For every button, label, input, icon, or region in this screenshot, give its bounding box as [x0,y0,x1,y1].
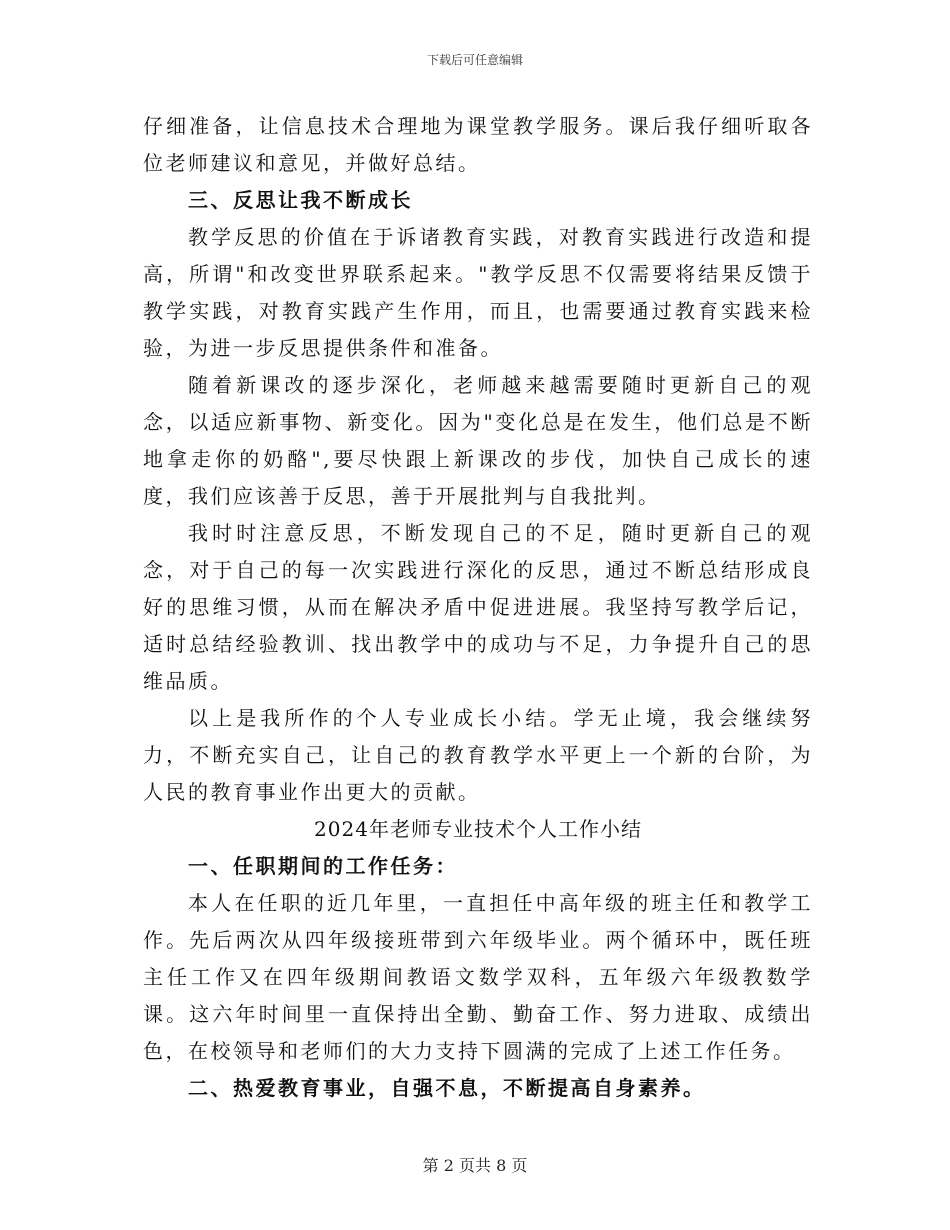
section-heading-3: 三、反思让我不断成长 [188,188,413,212]
paragraph-continuation: 仔细准备，让信息技术合理地为课堂教学服务。课后我仔细听取各位老师建议和意见，并做好总结。 [143,114,813,175]
paragraph-self-reflect: 我时时注意反思，不断发现自己的不足，随时更新自己的观念，对于自己的每一次实践进行深化的反思，通过不断总结形成良好的思维习惯，从而在解决矛盾中促进进展。我坚持写教学后记，适时总结经验教训、找出教学中的成功与不足，力争提升自己的思维品质。 [143,521,813,693]
paragraph-conclusion: 以上是我所作的个人专业成长小结。学无止境，我会继续努力，不断充实自己，让自己的教育教学水平更上一个新的台阶，为人民的教育事业作出更大的贡献。 [143,706,813,804]
document-body [143,108,813,1107]
section-heading-2: 二、热爱教育事业，自强不息，不断提高自身素养。 [188,1076,706,1100]
page-footer: 第 2 页共 8 页 [422,1156,528,1175]
paragraph-reflection-value: 教学反思的价值在于诉诸教育实践，对教育实践进行改造和提高，所谓"和改变世界联系起来。"教学反思不仅需要将结果反馈于教学实践，对教育实践产生作用，而且，也需要通过教育实践来检验，为进一步反思提供条件和准备。 [143,225,813,360]
document-title: 2024年老师专业技术个人工作小结 [314,817,642,841]
paragraph-new-reform: 随着新课改的逐步深化，老师越来越需要随时更新自己的观念，以适应新事物、新变化。因为"变化总是在发生，他们总是不断地拿走你的奶酪",要尽快跟上新课改的步伐，加快自己成长的速度，我们应该善于反思，善于开展批判与自我批判。 [143,373,813,508]
section-heading-1: 一、任职期间的工作任务： [188,854,458,878]
paragraph-tasks: 本人在任职的近几年里，一直担任中高年级的班主任和教学工作。先后两次从四年级接班带到六年级毕业。两个循环中，既任班主任工作又在四年级期间教语文数学双科，五年级六年级教数学课。这六年时间里一直保持出全勤、勤奋工作、努力进取、成绩出色，在校领导和老师们的大力支持下圆满的完成了上述工作任务。 [143,891,813,1063]
page-header: 下载后可任意编辑 [426,53,523,67]
